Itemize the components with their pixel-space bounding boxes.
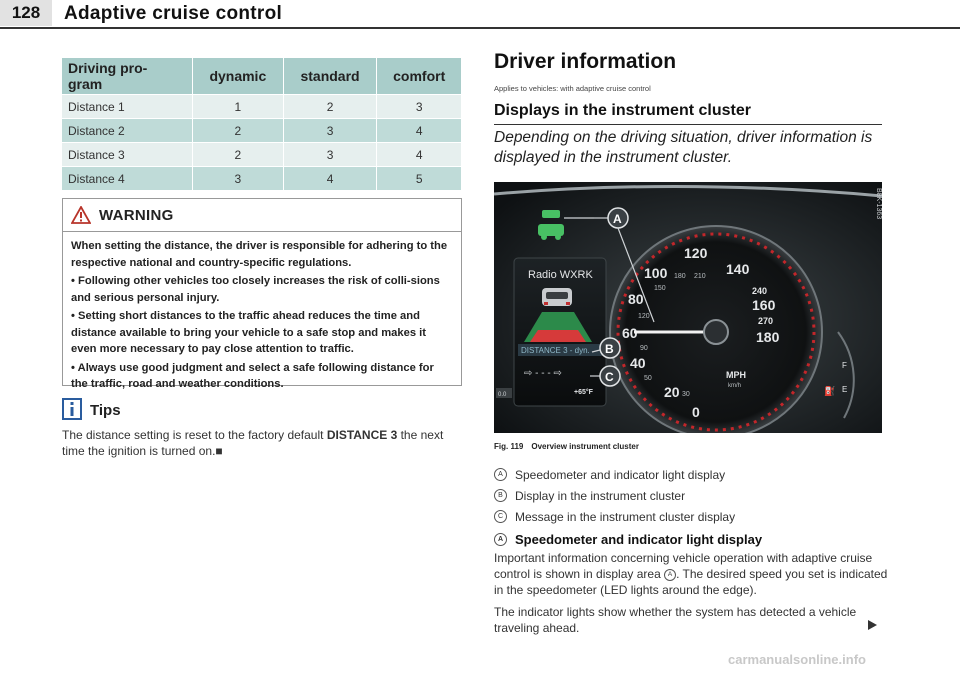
table-row: [62, 119, 462, 143]
heading-driver-information: Driver information: [494, 50, 677, 73]
warning-bullet-text: Setting short distances to the traffic ahead reduces the time and distance available to bring your vehicle to a safe stop and makes it even more necessary to pay close attention to traffic.: [71, 310, 427, 355]
kmh-label: 120: [638, 313, 650, 320]
fuel-full-label: F: [842, 361, 847, 370]
table-cell: 4: [283, 167, 377, 191]
speed-label: 270: [758, 316, 774, 326]
kmh-label: 50: [644, 375, 652, 382]
figure-number: Fig. 119: [494, 442, 524, 451]
tips-header: [62, 398, 121, 420]
legend-list: [494, 464, 894, 527]
section-paragraph: [494, 550, 890, 598]
table-cell: 4: [377, 143, 462, 167]
section-title: Adaptive cruise control: [64, 3, 283, 24]
speed-label: 180: [756, 329, 780, 345]
applies-to: Applies to vehicles: with adaptive cruise control: [494, 84, 651, 93]
watermark: carmanualsonline.info: [728, 652, 866, 667]
section-heading: [494, 532, 762, 547]
table-cell: 3: [193, 167, 284, 191]
outside-temperature: +65°F: [574, 389, 593, 396]
callout-label: C: [605, 370, 614, 384]
radio-station-text: Radio WXRK: [528, 269, 593, 281]
warning-bullet: • Setting short distances to the traffic ahead reduces the time and distance available to bring your vehicle to a safe stop and makes it even more necessary to pay close attention to traffic.: [71, 310, 427, 355]
warning-bullet-text: Always use good judgment and select a safe following distance for the traffic, road and weather conditions.: [71, 361, 434, 390]
legend-letter-circle: A: [494, 468, 507, 481]
inline-letter-circle: A: [664, 569, 676, 581]
instrument-cluster-image: [494, 182, 882, 433]
table-cell: 1: [193, 95, 284, 119]
unit-mph: MPH: [726, 370, 746, 380]
end-square-icon: ■: [215, 444, 223, 458]
speed-label: 20: [664, 384, 680, 400]
warning-intro: When setting the distance, the driver is responsible for adhering to the respective national and country-specific regulations.: [71, 240, 448, 269]
speed-label: 80: [628, 291, 644, 307]
subheading-rule: [494, 124, 882, 125]
fuel-empty-label: E: [842, 385, 848, 394]
kmh-label: 30: [682, 391, 690, 398]
warning-triangle-icon: [71, 206, 91, 224]
table-cell: 2: [193, 119, 284, 143]
table-cell: 2: [283, 95, 377, 119]
table-cell: 3: [283, 143, 377, 167]
subheading-displays: Displays in the instrument cluster: [494, 102, 751, 119]
tips-default-setting: DISTANCE 3: [326, 428, 398, 442]
lead-text: Depending on the driving situation, driver information is displayed in the instrument cluster.: [494, 129, 873, 166]
figure-caption-text: Overview instrument cluster: [531, 442, 639, 451]
speed-label: 100: [644, 265, 668, 281]
section-letter-circle: A: [494, 533, 507, 546]
header-rule: [0, 27, 960, 29]
continue-arrow-icon: [868, 620, 877, 630]
tips-text-part: The distance setting is reset to the factory default: [62, 428, 327, 442]
callout-label: A: [613, 212, 622, 226]
table-cell: 4: [377, 119, 462, 143]
table-cell: Distance 3: [62, 143, 193, 167]
table-header-cell: dynamic: [193, 58, 284, 95]
legend-text: Message in the instrument cluster display: [515, 509, 736, 524]
section-paragraph: The indicator lights show whether the system has detected a vehicle traveling ahead.: [494, 605, 857, 635]
page-number: 128: [0, 0, 52, 26]
table-cell: Distance 4: [62, 167, 193, 191]
image-code: B8K-1363: [875, 188, 882, 220]
legend-letter-circle: B: [494, 489, 507, 502]
kmh-label: 90: [640, 345, 648, 352]
table-row: [62, 95, 462, 119]
distance-setting-text: DISTANCE 3 - dyn.: [521, 346, 590, 355]
paragraph-text: Important information concerning vehicle operation with adaptive cruise control is shown in display area: [494, 551, 873, 581]
warning-bullet: • Always use good judgment and select a safe following distance for the traffic, road and weather conditions.: [71, 361, 434, 390]
table-cell: 3: [377, 95, 462, 119]
speed-label: 240: [752, 286, 768, 296]
speed-label: 160: [752, 297, 776, 313]
warning-bullet: • Following other vehicles too closely increases the risk of colli-sions and serious personal injury.: [71, 275, 440, 304]
legend-text: Display in the instrument cluster: [515, 488, 686, 503]
warning-box: [62, 198, 462, 390]
table-header-cell: standard: [283, 58, 377, 95]
tips-text-part: the next time the ignition is turned on.: [62, 428, 444, 458]
legend-item: [494, 506, 894, 527]
tips-title: Tips: [90, 402, 121, 419]
legend-text: Speedometer and indicator light display: [515, 467, 726, 482]
speed-label: 40: [630, 355, 646, 371]
speed-label: 120: [684, 245, 708, 261]
legend-letter-circle: C: [494, 510, 507, 523]
trip-odometer: 0.0: [498, 392, 507, 398]
speed-label: 0: [692, 404, 700, 420]
info-icon: [62, 398, 82, 420]
kmh-label: 150: [654, 285, 666, 292]
section-heading-text: Speedometer and indicator light display: [515, 532, 763, 547]
table-row: [62, 143, 462, 167]
warning-header: [63, 199, 461, 232]
kmh-label: 210: [694, 273, 706, 280]
callout-label: B: [605, 342, 614, 356]
warning-bullet-text: Following other vehicles too closely increases the risk of colli-sions and serious personal injury.: [71, 275, 440, 304]
distance-table: [62, 58, 462, 190]
warning-body: [63, 232, 461, 401]
table-cell: 3: [283, 119, 377, 143]
speed-label: 140: [726, 261, 750, 277]
table-row: [62, 167, 462, 191]
table-header-cell: comfort: [377, 58, 462, 95]
table-header-row: [62, 58, 462, 95]
message-car-icon: ⇨ - - - ⇨: [524, 368, 562, 379]
warning-title: WARNING: [99, 206, 174, 224]
paragraph-text: . The desired speed you set is indicated in the speedometer (LED lights around the edge).: [494, 567, 888, 597]
lead-car-icon: [542, 288, 572, 306]
unit-kmh: km/h: [728, 383, 742, 389]
speed-label: 60: [622, 325, 638, 341]
table-cell: Distance 2: [62, 119, 193, 143]
kmh-label: 180: [674, 273, 686, 280]
table-cell: Distance 1: [62, 95, 193, 119]
table-cell: 2: [193, 143, 284, 167]
fuel-pump-icon: ⛽: [824, 386, 836, 396]
tips-text: [62, 427, 462, 459]
table-cell: 5: [377, 167, 462, 191]
table-header-cell: Driving pro- gram: [62, 58, 193, 95]
figure-caption: [494, 442, 639, 451]
legend-item: [494, 485, 894, 506]
legend-item: [494, 464, 894, 485]
